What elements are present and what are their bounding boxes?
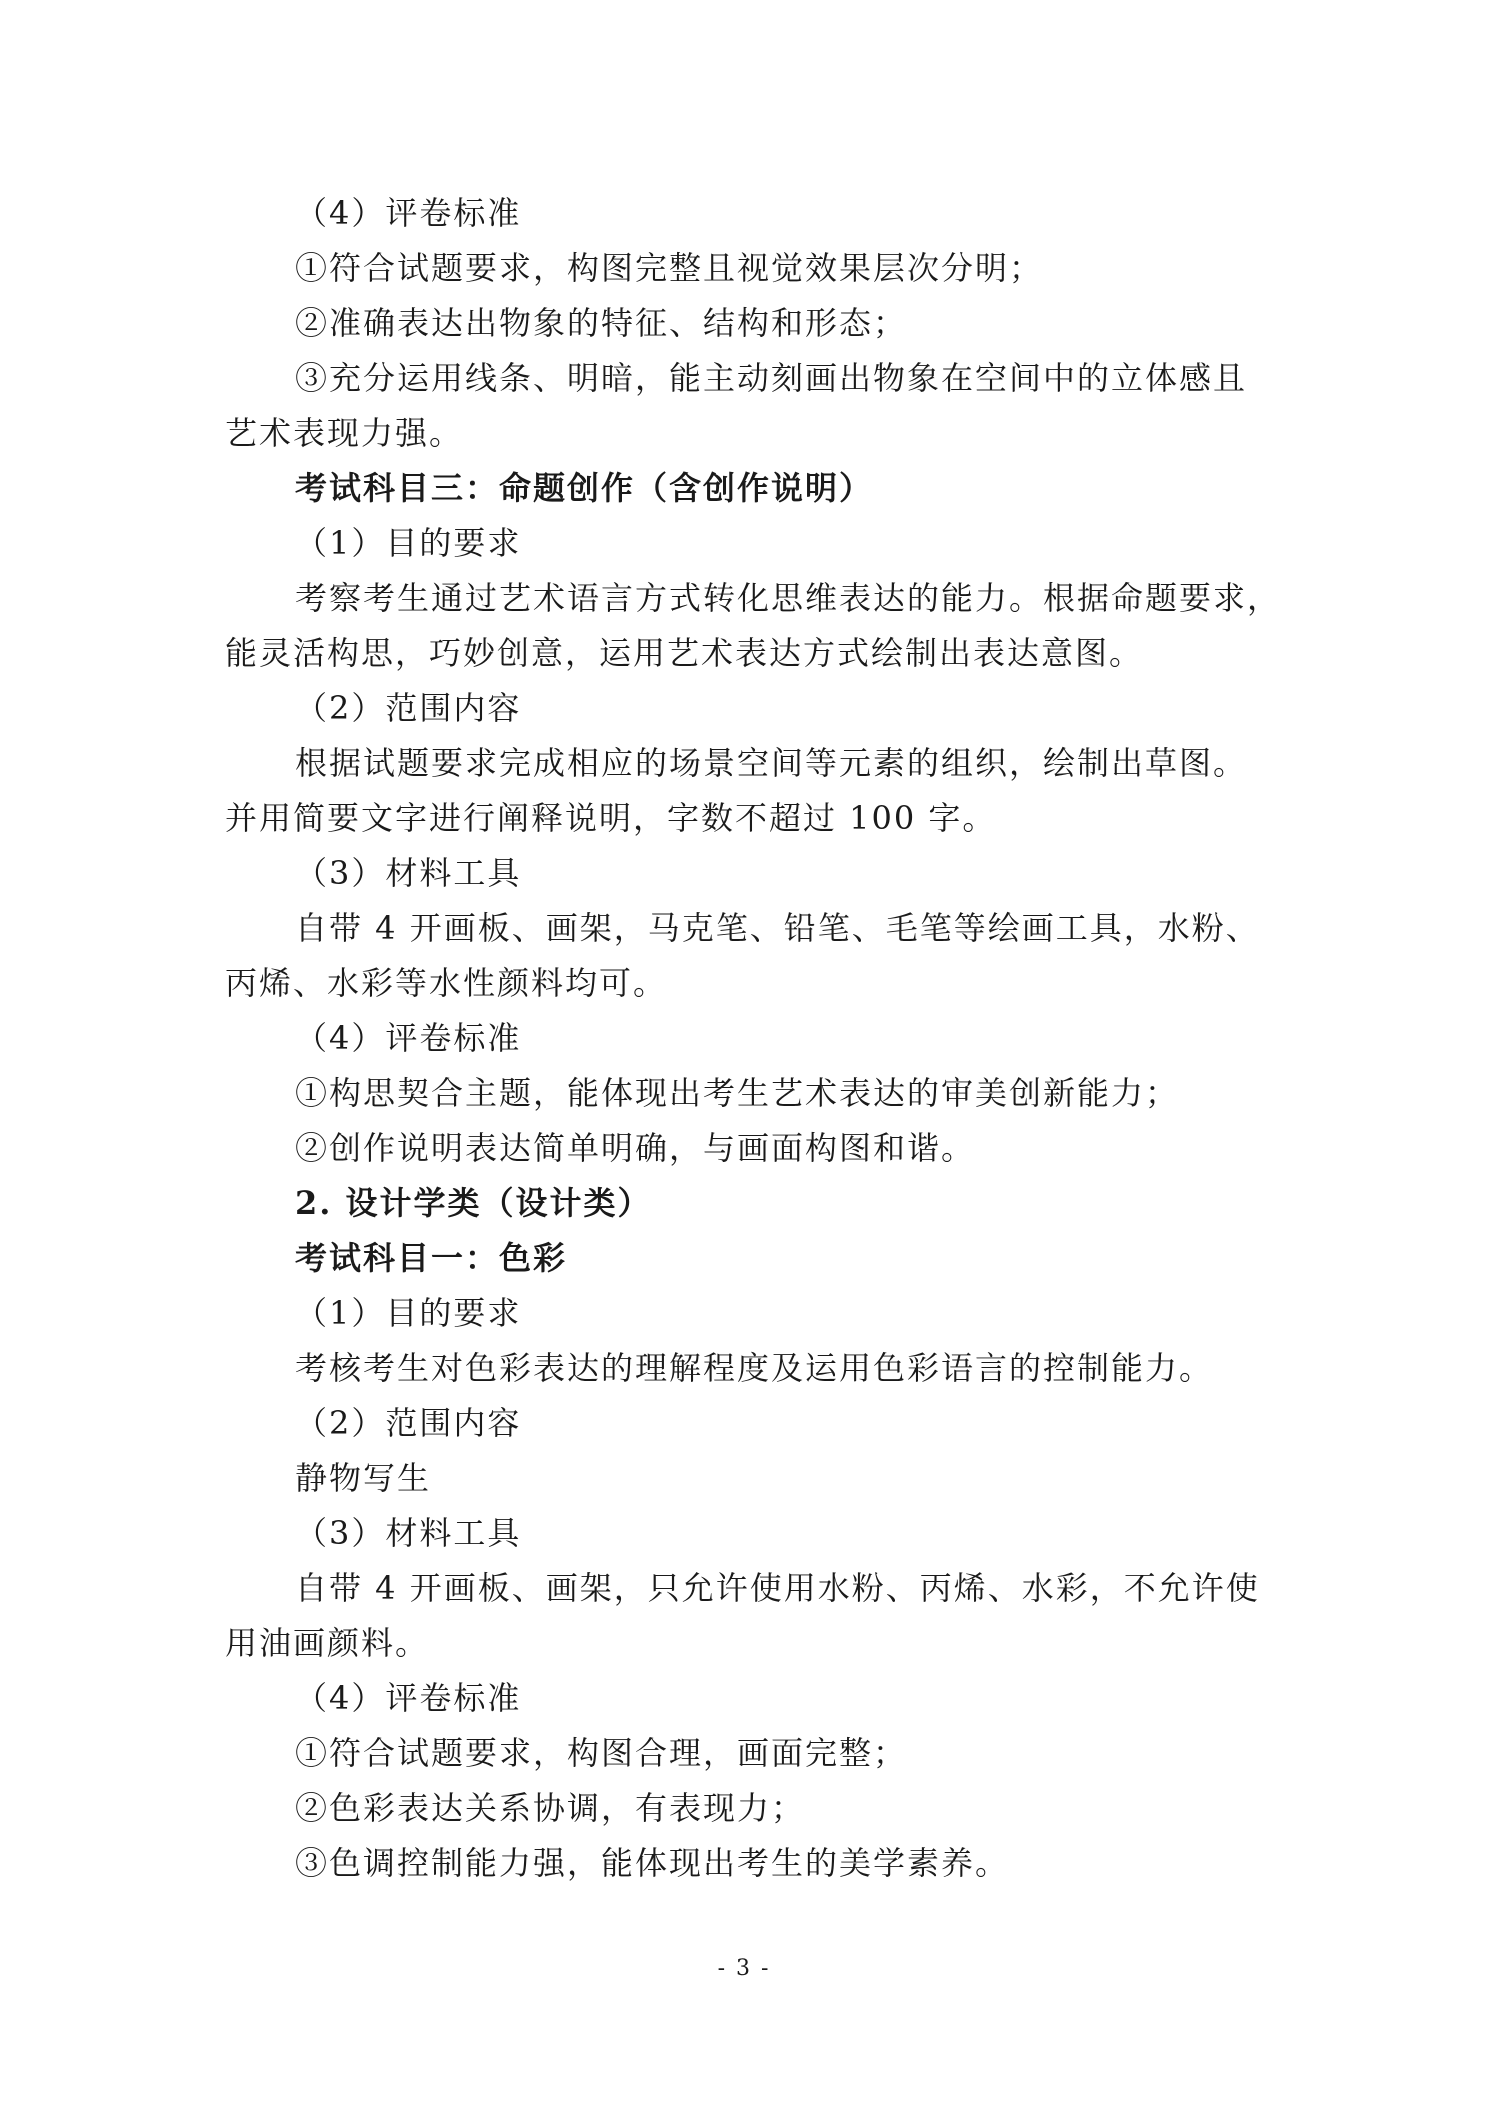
text-line: ③充分运用线条、明暗，能主动刻画出物象在空间中的立体感且 — [295, 359, 1248, 397]
text-line: （1）目的要求 — [295, 1294, 522, 1332]
text-line: ①构思契合主题，能体现出考生艺术表达的审美创新能力； — [295, 1074, 1180, 1112]
text-line: ②色彩表达关系协调，有表现力； — [295, 1789, 806, 1827]
text-line: （4）评卷标准 — [295, 1679, 522, 1717]
text-line: 自带 4 开画板、画架，马克笔、铅笔、毛笔等绘画工具，水粉、 — [295, 909, 1260, 947]
text-line: （4）评卷标准 — [295, 194, 522, 232]
text-line: 并用简要文字进行阐释说明，字数不超过 100 字。 — [225, 799, 997, 837]
text-line: ①符合试题要求，构图合理，画面完整； — [295, 1734, 908, 1772]
text-line: ③色调控制能力强，能体现出考生的美学素养。 — [295, 1844, 1010, 1882]
text-line: ②创作说明表达简单明确，与画面构图和谐。 — [295, 1129, 976, 1167]
page-number: - 3 - — [717, 1956, 771, 1981]
text-line: （4）评卷标准 — [295, 1019, 522, 1057]
text-line: 丙烯、水彩等水性颜料均可。 — [225, 964, 668, 1002]
text-line: （3）材料工具 — [295, 854, 522, 892]
text-line: ①符合试题要求，构图完整且视觉效果层次分明； — [295, 249, 1044, 287]
text-line: 考核考生对色彩表达的理解程度及运用色彩语言的控制能力。 — [295, 1349, 1214, 1387]
text-line: （3）材料工具 — [295, 1514, 522, 1552]
text-line: 能灵活构思，巧妙创意，运用艺术表达方式绘制出表达意图。 — [225, 634, 1144, 672]
text-line: （2）范围内容 — [295, 1404, 522, 1442]
text-line: ②准确表达出物象的特征、结构和形态； — [295, 304, 908, 342]
section-heading: 考试科目三：命题创作（含创作说明） — [295, 469, 874, 507]
section-heading: 2. 设计学类（设计类） — [295, 1184, 652, 1222]
text-line: （1）目的要求 — [295, 524, 522, 562]
text-line: 根据试题要求完成相应的场景空间等元素的组织，绘制出草图。 — [295, 744, 1248, 782]
text-line: 用油画颜料。 — [225, 1624, 430, 1662]
text-line: 静物写生 — [295, 1459, 432, 1497]
text-line: （2）范围内容 — [295, 689, 522, 727]
section-heading: 考试科目一：色彩 — [295, 1239, 568, 1277]
text-line: 考察考生通过艺术语言方式转化思维表达的能力。根据命题要求， — [295, 579, 1282, 617]
document-body — [225, 186, 1282, 1891]
text-line: 自带 4 开画板、画架，只允许使用水粉、丙烯、水彩，不允许使 — [295, 1569, 1260, 1607]
text-line: 艺术表现力强。 — [225, 414, 464, 452]
